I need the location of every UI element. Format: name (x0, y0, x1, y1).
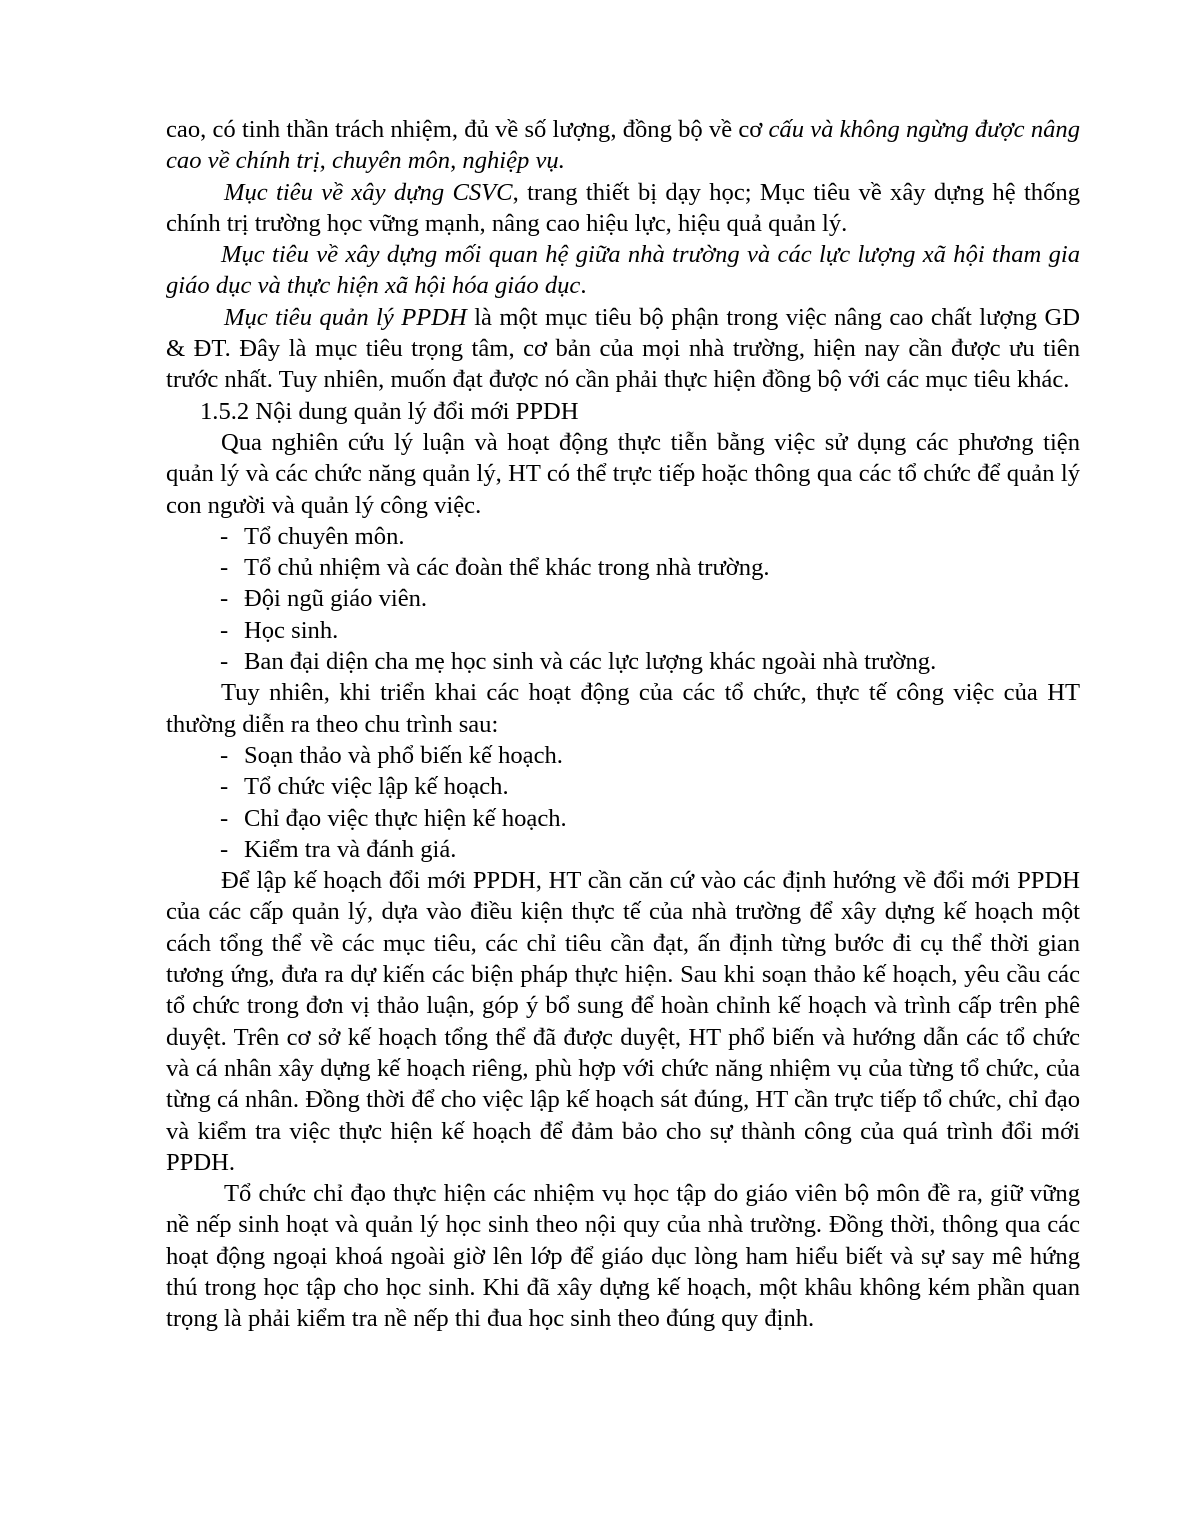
list-item (220, 803, 1080, 834)
paragraph-1-plain: cao, có tinh thần trách nhiệm, đủ về số lượng, đồng bộ về cơ (166, 116, 769, 143)
list-item-text: Tổ chủ nhiệm và các đoàn thể khác trong nhà trường. (244, 554, 770, 582)
list-marker: - (220, 554, 229, 582)
list-item (220, 646, 1080, 677)
paragraph-4-italic: Mục tiêu quản lý PPDH (224, 303, 467, 331)
paragraph-3 (166, 239, 1080, 302)
paragraph-6: Tuy nhiên, khi triển khai các hoạt động của các tổ chức, thực tế công việc của HT thường diễn ra theo chu trình sau: (166, 679, 1080, 738)
list-marker: - (220, 585, 229, 613)
document-page (166, 114, 1080, 1335)
org-list (166, 521, 1080, 677)
list-item (220, 552, 1080, 583)
list-item-text: Chỉ đạo việc thực hiện kế hoạch. (244, 804, 567, 832)
list-marker: - (220, 773, 229, 801)
list-item (220, 740, 1080, 771)
paragraph-5: Qua nghiên cứu lý luận và hoạt động thực tiễn bằng việc sử dụng các phương tiện quản lý và các chức năng quản lý, HT có thể trực tiếp hoặc thông qua các tổ chức để quản lý con người và quản lý công việc. (166, 428, 1080, 519)
paragraph-4-plain: là một mục tiêu bộ phận trong việc nâng cao chất lượng GD & ĐT. Đây là mục tiêu trọng tâm, cơ bản của mọi nhà trường, hiện nay cần được ưu tiên trước nhất. Tuy nhiên, muốn đạt được nó cần phải thực hiện đồng bộ với các mục tiêu khác. (166, 303, 1080, 394)
list-marker: - (220, 835, 229, 863)
paragraph-3-italic: Mục tiêu về xây dựng mối quan hệ giữa nhà trường và các lực lượng xã hội tham gia giáo dục và thực hiện xã hội hóa giáo dục (166, 241, 1080, 300)
list-item (220, 583, 1080, 614)
paragraph-3-plain: . (580, 272, 587, 300)
paragraph-4 (166, 302, 1080, 396)
list-marker: - (220, 522, 229, 550)
paragraph-2-plain: , trang thiết bị dạy học; Mục tiêu về xây dựng hệ thống chính trị trường học vững mạnh, nâng cao hiệu lực, hiệu quả quản lý. (166, 178, 1080, 237)
paragraph-2 (166, 177, 1080, 240)
list-item (220, 771, 1080, 802)
list-marker: - (220, 648, 229, 676)
list-item-text: Học sinh. (244, 616, 339, 644)
section-heading: 1.5.2 Nội dung quản lý đổi mới PPDH (200, 397, 579, 425)
paragraph-1 (166, 114, 1080, 177)
list-item-text: Soạn thảo và phổ biến kế hoạch. (244, 741, 563, 769)
list-marker: - (220, 741, 229, 769)
list-item (220, 521, 1080, 552)
list-marker: - (220, 804, 229, 832)
list-item-text: Kiểm tra và đánh giá. (244, 835, 457, 863)
list-item-text: Đội ngũ giáo viên. (244, 585, 428, 613)
list-item (220, 615, 1080, 646)
paragraph-8: Tổ chức chỉ đạo thực hiện các nhiệm vụ học tập do giáo viên bộ môn đề ra, giữ vững nề nếp sinh hoạt và quản lý học sinh theo nội quy của nhà trường. Đồng thời, thông qua các hoạt động ngoại khoá ngoài giờ lên lớp để giáo dục lòng ham hiểu biết và sự say mê hứng thú trong học tập cho học sinh. Khi đã xây dựng kế hoạch, một khâu không kém phần quan trọng là phải kiểm tra nề nếp thi đua học sinh theo đúng quy định. (166, 1180, 1080, 1333)
cycle-list (166, 740, 1080, 865)
list-item-text: Ban đại diện cha mẹ học sinh và các lực lượng khác ngoài nhà trường. (244, 648, 937, 676)
paragraph-1-italic: cấu và không ngừng được nâng cao về chính trị, chuyên môn, nghiệp vụ. (166, 116, 1081, 175)
list-item-text: Tổ chuyên môn. (244, 522, 405, 550)
paragraph-2-italic: Mục tiêu về xây dựng CSVC (224, 178, 513, 206)
list-marker: - (220, 616, 229, 644)
paragraph-7: Để lập kế hoạch đổi mới PPDH, HT cần căn cứ vào các định hướng về đổi mới PPDH của các cấp quản lý, dựa vào điều kiện thực tế của nhà trường để xây dựng kế hoạch một cách tổng thể về các mục tiêu, các chỉ tiêu cần đạt, ấn định từng bước đi cụ thể thời gian tương ứng, đưa ra dự kiến các biện pháp thực hiện. Sau khi soạn thảo kế hoạch, yêu cầu các tổ chức trong đơn vị thảo luận, góp ý bổ sung để hoàn chỉnh kế hoạch và trình cấp trên phê duyệt. Trên cơ sở kế hoạch tổng thể đã được duyệt, HT phổ biến và hướng dẫn các tổ chức và cá nhân xây dựng kế hoạch riêng, phù hợp với chức năng nhiệm vụ của từng tổ chức, của từng cá nhân. Đồng thời để cho việc lập kế hoạch sát đúng, HT cần trực tiếp tổ chức, chỉ đạo và kiểm tra việc thực hiện kế hoạch để đảm bảo cho sự thành công của quá trình đổi mới PPDH. (166, 867, 1080, 1176)
list-item-text: Tổ chức việc lập kế hoạch. (244, 773, 509, 801)
list-item (220, 834, 1080, 865)
